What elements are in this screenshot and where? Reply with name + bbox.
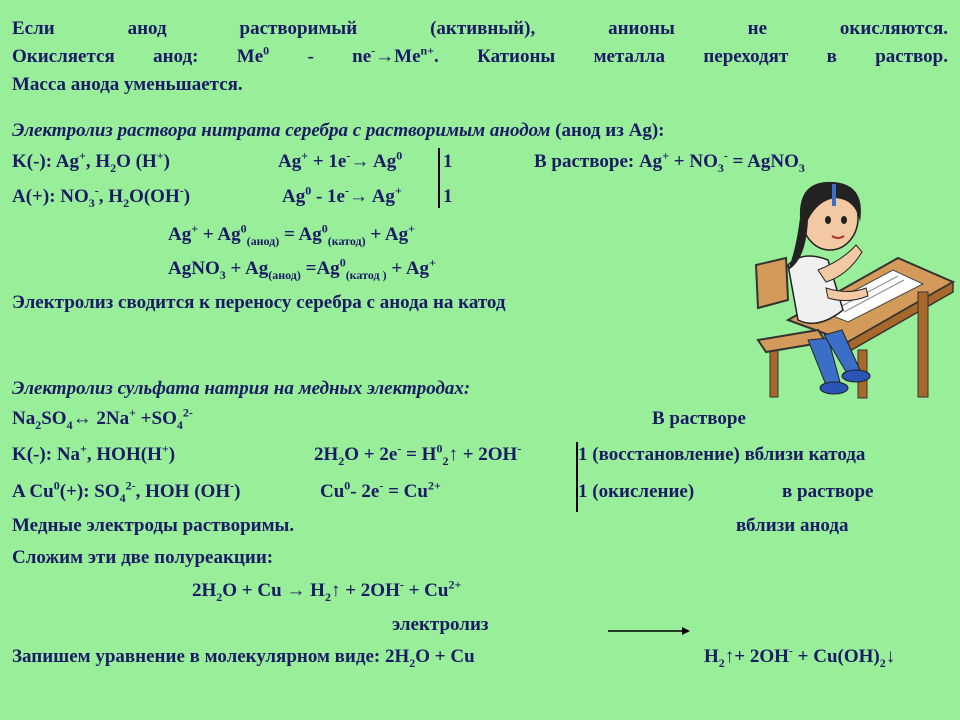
ag-anode-ions: A(+): $NO_3^-$, $H_2O(OH^-)$ (12, 183, 191, 210)
na-cathode-equation: $2H_2O + 2e^-$ = $H^0_2↑ + 2OH^-$ (314, 441, 522, 468)
reaction-arrow-icon (608, 626, 690, 636)
na-anode-note-location: в растворе (782, 481, 874, 502)
ag-divider (438, 148, 440, 208)
ag-in-solution: В растворе: $Ag^+ + NO_3^-$ = AgNO$_3$ (534, 148, 805, 175)
na-cathode-note: 1 (восстановление) вблизи катода (578, 444, 866, 465)
ag-title: Электролиз раствора нитрата серебра с растворимым анодом (анод из Ag): (12, 120, 665, 141)
intro-line-3: Масса анода уменьшается. (12, 74, 243, 95)
na-near-anode: вблизи анода (736, 515, 849, 536)
ag-cathode-equation: $Ag^+ + 1e^-\to Ag^0$ (278, 148, 403, 172)
na-electrolysis-label: электролиз (392, 614, 489, 635)
na-copper-note: Медные электроды растворимы. (12, 515, 295, 536)
ag-sum-molecular: AgNO$_3$ + $Ag_{(анод)} =Ag^0_{(катод )} + Ag^+$ (168, 255, 436, 282)
na-cathode-ions: K(-): Na+, HOH(H+) (12, 441, 176, 465)
ag-anode-coef: 1 (443, 186, 453, 207)
na-dissociation: $Na_2SO_4\leftrightarrow$ $2Na^+ +SO_4^{2-}$ (12, 405, 193, 432)
na-title: Электролиз сульфата натрия на медных электродах: (12, 378, 471, 399)
na-add-halves: Сложим эти две полуреакции: (12, 547, 274, 568)
intro-line-2: Окисляется анод: $Me^0 - ne^-\to Me^{n+}$. Катионы металла переходят в раствор. (12, 43, 948, 67)
na-anode-note: 1 (окисление) (578, 481, 695, 502)
na-total-ionic: $2H_2O + Cu$ → $H_2↑ + 2OH^- + Cu^{2+}$ (192, 577, 462, 604)
na-anode-equation: Cu$^0$- $2e^- = Cu^{2+}$ (320, 478, 441, 502)
ag-cathode-ions: K(-): Ag+, $H_2O$ (H+) (12, 148, 170, 175)
girl-at-desk-illustration (748, 170, 958, 400)
ag-conclusion: Электролиз сводится к переносу серебра с анода на катод (12, 292, 506, 313)
intro-line-1: Если анод растворимый (активный), анионы не окисляются. (12, 18, 948, 39)
na-anode-ions: A $Cu^0(+)$: $SO_4^{2-}$, HOH (OH-) (12, 478, 241, 505)
na-molecular-products: $H_2↑+ 2OH^-$ + $Cu(OH)_2↓$ (704, 643, 896, 670)
ag-sum-ionic: $Ag^+ + Ag^0_{(анод)} = Ag^0_{(катод)} + Ag^+$ (168, 221, 415, 248)
na-in-solution: В растворе (652, 408, 746, 429)
na-molecular-equation: Запишем уравнение в молекулярном виде: $2H_2O + Cu$ (12, 646, 475, 670)
ag-cathode-coef: 1 (443, 151, 453, 172)
ag-anode-equation: Ag$^0$ - 1e-→ Ag+ (282, 183, 402, 207)
na-divider (576, 442, 578, 512)
